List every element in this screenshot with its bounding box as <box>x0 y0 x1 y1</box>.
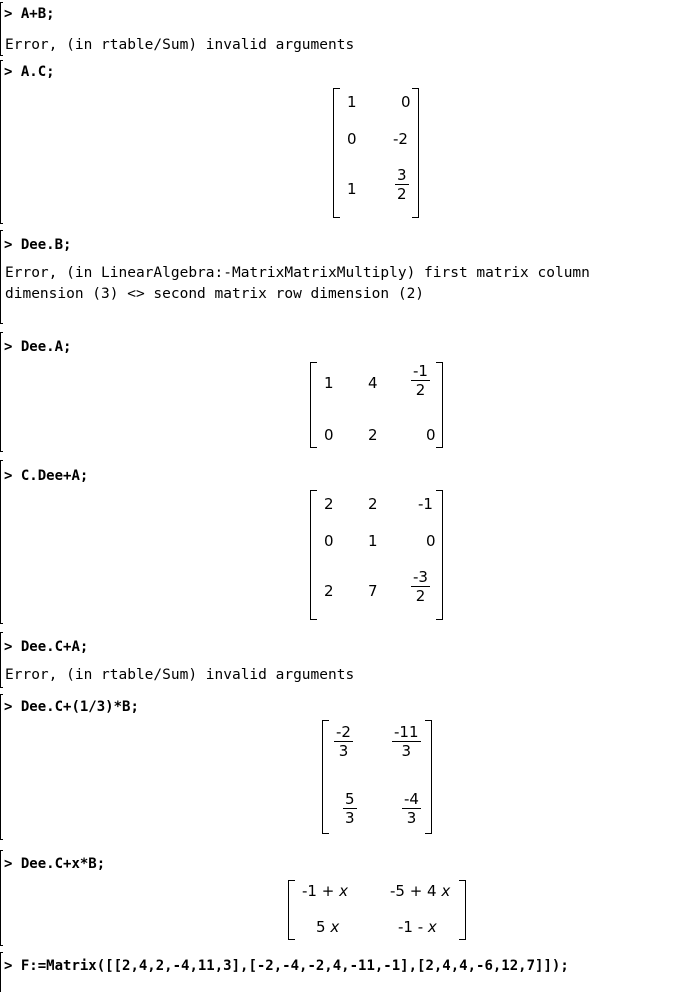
matrix-cell: 2 <box>368 495 378 513</box>
command-text: C.Dee+A; <box>20 468 89 484</box>
error-message: Error, (in rtable/Sum) invalid arguments <box>5 667 355 683</box>
exec-group-4 <box>0 332 674 452</box>
output-matrix <box>310 362 443 448</box>
matrix-cell: 1 <box>324 374 334 392</box>
matrix-fraction: $\frac{-4}{3}$ <box>404 790 419 827</box>
group-bracket[interactable] <box>0 230 3 324</box>
command-text: Dee.C+(1/3)*B; <box>20 699 139 715</box>
matrix-fraction: $\frac{-1}{2}$ <box>413 362 428 399</box>
group-bracket[interactable] <box>0 2 3 56</box>
exec-group-2 <box>0 60 674 224</box>
input-line[interactable]: > Dee.C+A; <box>4 639 89 655</box>
group-bracket[interactable] <box>0 60 3 224</box>
matrix-cell: 0 <box>426 426 436 444</box>
input-line[interactable]: > C.Dee+A; <box>4 468 89 484</box>
command-text: A+B; <box>20 6 55 22</box>
error-message: Error, (in rtable/Sum) invalid arguments <box>5 37 355 53</box>
group-bracket[interactable] <box>0 332 3 452</box>
right-bracket <box>425 720 432 834</box>
left-bracket <box>288 880 295 940</box>
right-bracket <box>436 490 443 620</box>
matrix-cell: 2 <box>324 495 334 513</box>
matrix-cell: 1 <box>347 93 357 111</box>
command-text: Dee.A; <box>20 339 72 355</box>
output-matrix <box>322 720 432 834</box>
input-line[interactable]: > Dee.C+(1/3)*B; <box>4 699 139 715</box>
output-matrix <box>288 880 466 940</box>
command-text: Dee.C+x*B; <box>20 856 106 872</box>
left-bracket <box>333 88 340 218</box>
right-bracket <box>459 880 466 940</box>
output-matrix <box>310 490 443 620</box>
matrix-cell: -1 - x <box>398 918 437 936</box>
command-text: A.C; <box>20 64 55 80</box>
matrix-cell: 0 <box>324 426 334 444</box>
command-text: Dee.B; <box>20 237 72 253</box>
exec-group-8 <box>0 850 674 946</box>
matrix-cell: -1 <box>418 495 433 513</box>
matrix-fraction: $\frac{5}{3}$ <box>345 790 355 827</box>
exec-group-1 <box>0 2 674 56</box>
matrix-cell: 1 <box>368 532 378 550</box>
group-bracket[interactable] <box>0 952 3 992</box>
matrix-cell: 2 <box>368 426 378 444</box>
left-bracket <box>322 720 329 834</box>
group-bracket[interactable] <box>0 694 3 840</box>
input-line[interactable]: > A+B; <box>4 6 55 22</box>
input-line[interactable]: > Dee.C+x*B; <box>4 856 106 872</box>
matrix-cell: -5 + 4 x <box>390 882 451 900</box>
group-bracket[interactable] <box>0 632 3 688</box>
right-bracket <box>412 88 419 218</box>
error-message: dimension (3) <> second matrix row dimension (2) <box>5 286 425 302</box>
matrix-cell: -2 <box>393 130 408 148</box>
group-bracket[interactable] <box>0 460 3 624</box>
input-line[interactable]: > F:=Matrix([[2,4,2,-4,11,3],[-2,-4,-2,4,-11,-1],[2,4,4,-6,12,7]]); <box>4 958 569 974</box>
right-bracket <box>436 362 443 448</box>
input-line[interactable]: > Dee.A; <box>4 339 72 355</box>
exec-group-5 <box>0 460 674 624</box>
command-text: F:=Matrix([[2,4,2,-4,11,3],[-2,-4,-2,4,-11,-1],[2,4,4,-6,12,7]]); <box>20 958 569 974</box>
matrix-cell: 5 x <box>316 918 340 936</box>
matrix-cell: 2 <box>324 582 334 600</box>
matrix-cell: 0 <box>324 532 334 550</box>
left-bracket <box>310 362 317 448</box>
matrix-fraction: $\frac{3}{2}$ <box>397 166 407 203</box>
matrix-fraction: $\frac{-3}{2}$ <box>413 568 428 605</box>
command-text: Dee.C+A; <box>20 639 89 655</box>
matrix-cell: 1 <box>347 180 357 198</box>
error-message: Error, (in LinearAlgebra:-MatrixMatrixMultiply) first matrix column <box>5 265 590 281</box>
matrix-cell: 4 <box>368 374 378 392</box>
output-matrix <box>333 88 419 218</box>
input-line[interactable]: > A.C; <box>4 64 55 80</box>
group-bracket[interactable] <box>0 850 3 946</box>
matrix-fraction: $\frac{-11}{3}$ <box>394 723 419 760</box>
exec-group-3 <box>0 230 674 324</box>
matrix-cell: 0 <box>426 532 436 550</box>
matrix-cell: -1 + x <box>302 882 348 900</box>
exec-group-7 <box>0 694 674 840</box>
exec-group-9 <box>0 952 674 992</box>
matrix-fraction: $\frac{-2}{3}$ <box>336 723 351 760</box>
matrix-cell: 0 <box>401 93 411 111</box>
matrix-cell: 7 <box>368 582 378 600</box>
matrix-cell: 0 <box>347 130 357 148</box>
exec-group-6 <box>0 632 674 688</box>
left-bracket <box>310 490 317 620</box>
input-line[interactable]: > Dee.B; <box>4 237 72 253</box>
